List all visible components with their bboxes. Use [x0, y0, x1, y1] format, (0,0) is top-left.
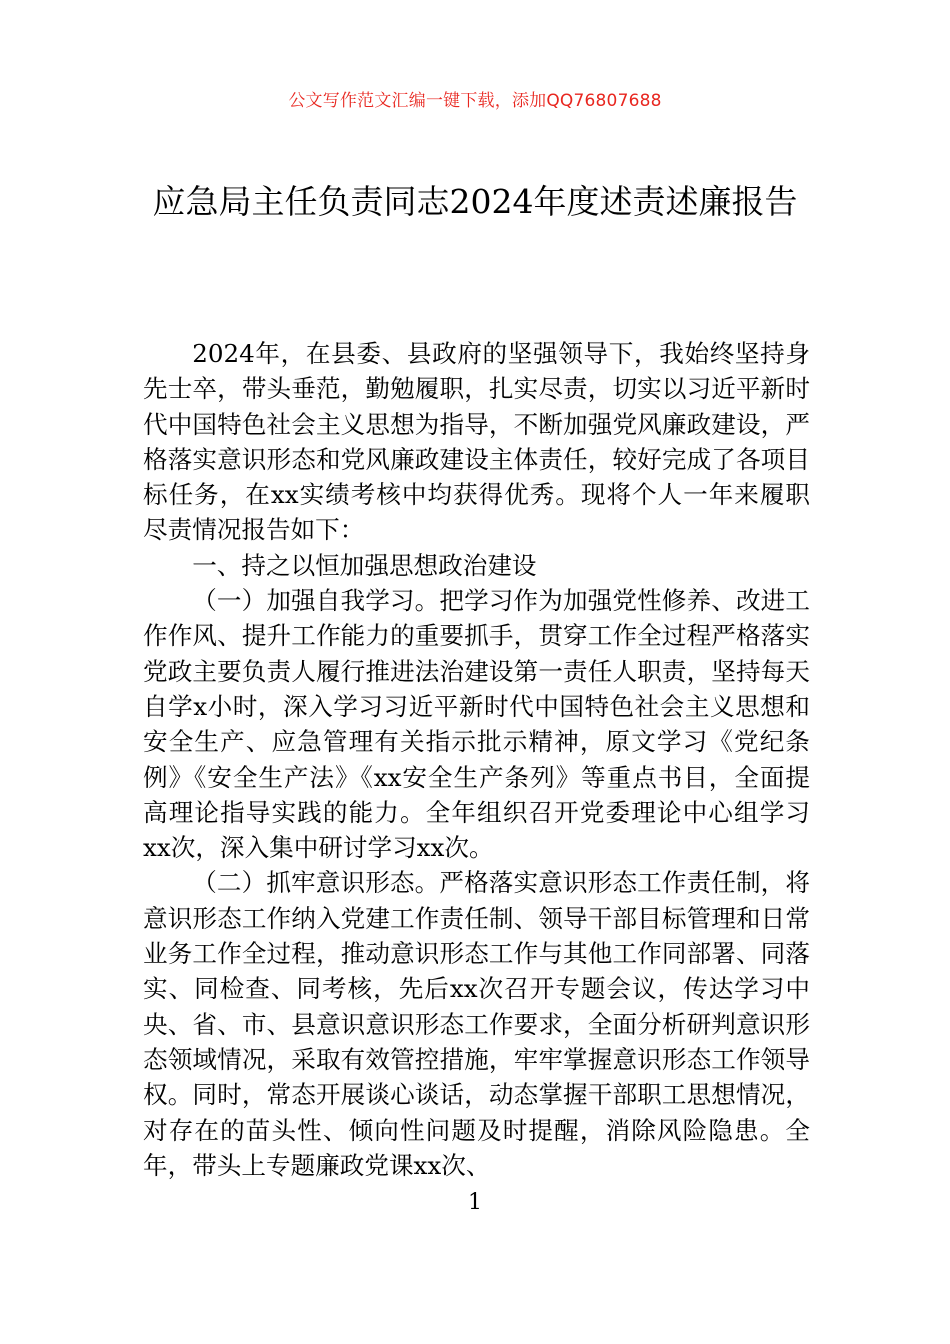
intro-paragraph: 2024年，在县委、县政府的坚强领导下，我始终坚持身先士卒，带头垂范，勤勉履职，扎实尽责，切实以习近平新时代中国特色社会主义思想为指导，不断加强党风廉政建设，严格落实意识形态和党风廉政建设主体责任，较好完成了各项目标任务，在xx实绩考核中均获得优秀。现将个人一年来履职尽责情况报告如下： — [143, 339, 810, 545]
document-body — [143, 336, 810, 1183]
subsection-paragraph: （一）加强自我学习。把学习作为加强党性修养、改进工作作风、提升工作能力的重要抓手，贯穿工作全过程严格落实党政主要负责人履行推进法治建设第一责任人职责，坚持每天自学x小时，深入学习习近平新时代中国特色社会主义思想和安全生产、应急管理有关指示批示精神，原文学习《党纪条例》《安全生产法》《xx安全生产条列》等重点书目，全面提高理论指导实践的能力。全年组织召开党委理论中心组学习xx次，深入集中研讨学习xx次。 — [143, 586, 810, 863]
subsection-paragraph: （二）抓牢意识形态。严格落实意识形态工作责任制，将意识形态工作纳入党建工作责任制、领导干部目标管理和日常业务工作全过程，推动意识形态工作与其他工作同部署、同落实、同检查、同考核，先后xx次召开专题会议，传达学习中央、省、市、县意识意识形态工作要求，全面分析研判意识形态领域情况，采取有效管控措施，牢牢掌握意识形态工作领导权。同时，常态开展谈心谈话，动态掌握干部职工思想情况，对存在的苗头性、倾向性问题及时提醒，消除风险隐患。全年，带头上专题廉政党课xx次、 — [143, 868, 810, 1180]
download-ad-banner: 公文写作范文汇编一键下载，添加QQ76807688 — [288, 91, 662, 111]
section-heading: 一、持之以恒加强思想政治建设 — [192, 550, 537, 580]
page-number: 1 — [468, 1190, 482, 1215]
document-title: 应急局主任负责同志2024年度述责述廉报告 — [152, 182, 798, 221]
